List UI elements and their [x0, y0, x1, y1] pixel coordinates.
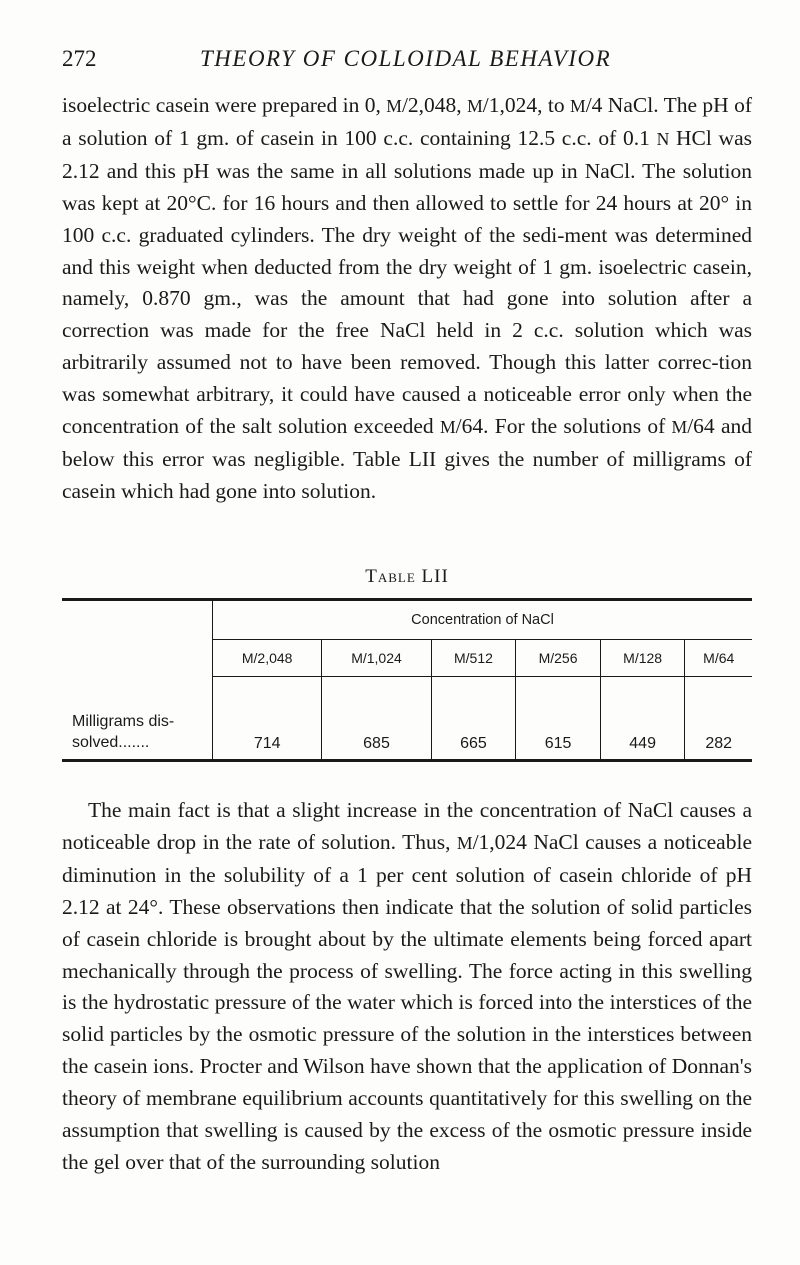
table-cell: 685: [322, 677, 431, 761]
paragraph-1: [62, 90, 752, 508]
text-line: assumption that swelling is caused by the excess of the osmotic: [62, 1118, 617, 1143]
text-line: pressure inside the gel over that of the surrounding solution: [62, 1118, 752, 1174]
paragraph-2: [62, 795, 752, 1179]
text-line: same in all solutions made up in NaCl. The solution was kept: [62, 158, 752, 215]
table-lii: [62, 598, 752, 762]
text-line: for the free NaCl held in 2 c.c. solution which was arbitrarily: [62, 318, 753, 375]
text-line: shown that the application of Donnan's theory of membrane: [62, 1054, 753, 1111]
text-line: which had gone into solution.: [121, 478, 377, 503]
text-line: of a 1 per cent solution of casein chloride of pH 2.12 at 24°.: [62, 862, 752, 919]
table-row: [62, 677, 752, 761]
column-header: M/2,048: [213, 640, 322, 677]
column-header: M/1,024: [322, 640, 431, 677]
text-line: tion was somewhat arbitrary, it could have caused a noticeable: [62, 350, 753, 407]
table-cell: 714: [213, 677, 322, 761]
text-line: isoelectric casein were prepared in 0, M/2,048, M/1,024, to: [62, 93, 565, 117]
text-line: interstices between the casein ions. Procter and Wilson have: [62, 1022, 753, 1079]
table-header-row: [62, 600, 752, 640]
text-line: negligible. Table LII gives the number of milligrams of casein: [62, 446, 752, 503]
row-label: [62, 677, 213, 761]
text-line: M/64. For the solutions of M/64 and below this error was: [62, 414, 752, 471]
text-line: elements being forced apart mechanically through the process of: [62, 926, 752, 983]
text-line: weight of 1 gm. isoelectric casein, namely, 0.870 gm., was the: [62, 254, 752, 311]
column-header: M/512: [431, 640, 516, 677]
text-line: equilibrium accounts quantitatively for this swelling on the: [242, 1086, 753, 1111]
row-label-line-1: Milligrams dis-: [72, 712, 175, 730]
text-line: The main fact is that a slight increase in the concentration of: [88, 798, 622, 822]
text-line: solid particles by the osmotic pressure of the solution in the: [62, 1022, 582, 1047]
table-cell: 449: [600, 677, 685, 761]
span-header: Concentration of NaCl: [213, 600, 753, 640]
text-line: M/1,024 NaCl causes a noticeable diminution in the solubility: [62, 829, 752, 887]
text-line: pressure of the water which is forced into the interstices of the: [214, 990, 753, 1015]
table-cell: 665: [431, 677, 516, 761]
text-line: These observations then indicate that the solution of solid: [169, 894, 673, 919]
table-caption: Table LII: [365, 566, 449, 587]
text-line: error only when the concentration of the salt solution exceeded: [62, 382, 753, 439]
row-label-line-2: solved.......: [72, 733, 150, 751]
text-line: containing 12.5 c.c. of 0.1 N HCl was 2.12 and this pH was the: [62, 125, 752, 183]
page-number: 272: [62, 46, 97, 71]
text-line: 20° in 100 c.c. graduated cylinders. The dry weight of the sedi-: [62, 190, 753, 247]
text-line: at 20°C. for 16 hours and then allowed to settle for 24 hours at: [144, 190, 693, 215]
stub-header: [62, 600, 213, 677]
table-cell: 282: [705, 734, 733, 752]
running-head: [62, 46, 752, 80]
text-line: ment was determined and this weight when deducted from the dry: [62, 222, 752, 279]
table-cell: 615: [516, 677, 601, 761]
text-line: M/4 NaCl. The pH of a solution of 1 gm. of casein in 100 c.c.: [62, 93, 752, 150]
text-line: swelling. The force acting in this swelling is the hydrostatic: [62, 958, 753, 1015]
running-title: THEORY OF COLLOIDAL BEHAVIOR: [200, 46, 612, 71]
text-line: amount that had gone into solution after a correction was made: [62, 286, 752, 343]
column-header: M/128: [600, 640, 685, 677]
text-line: NaCl causes a noticeable drop in the rate of solution. Thus,: [62, 798, 752, 854]
text-line: assumed not to have been removed. Though this latter correc-: [156, 350, 719, 375]
text-line: particles of casein chloride is brought about by the ultimate: [62, 894, 753, 951]
column-header: M/256: [516, 640, 601, 677]
column-header: M/64: [685, 640, 752, 677]
